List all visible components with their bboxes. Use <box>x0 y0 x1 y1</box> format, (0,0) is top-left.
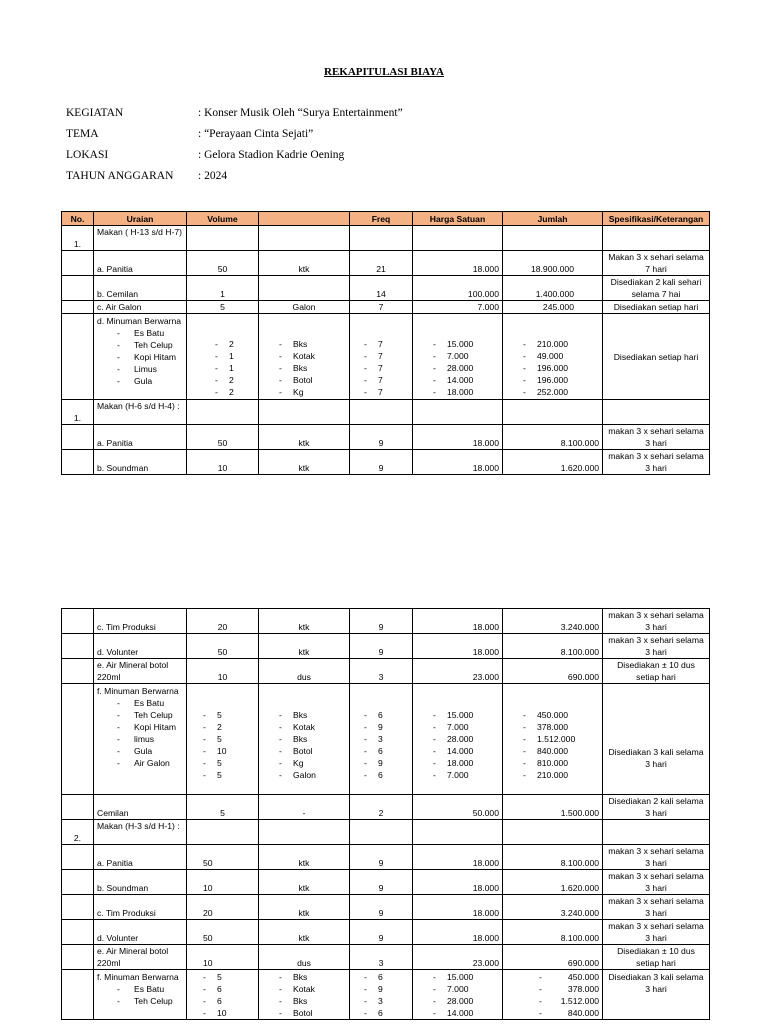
cell-keterangan: makan 3 x sehari selama 3 hari <box>603 425 710 450</box>
cell-unit: ktk <box>259 450 350 475</box>
table-row <box>62 845 710 870</box>
table-row <box>62 945 710 970</box>
cell-unit: - <box>259 795 350 820</box>
item-freq: 6 <box>378 972 383 982</box>
cell-unit: ktk <box>259 425 350 450</box>
item-unit: Kotak <box>293 351 315 361</box>
item-label: Gula <box>134 376 153 386</box>
table-row <box>62 870 710 895</box>
cell-freq: 3 <box>350 659 413 684</box>
info-value: : Konser Musik Oleh “Surya Entertainment” <box>198 107 403 119</box>
table-row <box>62 895 710 920</box>
list-item: - Limus <box>117 364 157 374</box>
cell-jumlah-list: - 210.000 - 49.000 - 196.000 - 196.000 - 252.000 <box>503 314 603 400</box>
item-harga: 15.000 <box>447 972 474 982</box>
cell-keterangan: makan 3 x sehari selama 3 hari <box>603 870 710 895</box>
cell-harga: 18.000 <box>413 425 503 450</box>
minuman-title: f. Minuman Berwarna <box>97 972 179 982</box>
item-volume: 1 <box>229 351 234 361</box>
item-jumlah: 196.000 <box>537 375 569 385</box>
item-volume: 2 <box>229 387 234 397</box>
cell-harga: 18.000 <box>413 845 503 870</box>
cell-keterangan: makan 3 x sehari selama 3 hari <box>603 895 710 920</box>
section-no: 1. <box>62 400 94 425</box>
cell-jumlah-list: - 450.000 - 378.000 - 1.512.000 - 840.000 <box>503 970 603 1020</box>
cell-harga-list: - 15.000 - 7.000 - 28.000 - 14.000 <box>413 970 503 1020</box>
item-harga: 7.000 <box>447 722 469 732</box>
item-volume: 6 <box>217 984 222 994</box>
cell-keterangan: Disediakan 3 kali selama 3 hari <box>603 684 710 795</box>
cell-unit: ktk <box>259 895 350 920</box>
cell-unit-list: - Bks - Kotak - Bks - Botol - Kg - Galon <box>259 684 350 795</box>
cell-uraian: a. Panitia <box>94 845 187 870</box>
cell-freq: 2 <box>350 795 413 820</box>
table-row <box>62 301 710 314</box>
item-label: Kopi Hitam <box>134 722 177 732</box>
list-item: - Kopi Hitam <box>117 352 177 362</box>
cell-unit: dus <box>259 945 350 970</box>
section-row <box>62 820 710 845</box>
cell-unit-list: - Bks - Kotak - Bks - Botol - Kg <box>259 314 350 400</box>
cell-volume: 5 <box>187 301 259 314</box>
cell-volume: 50 <box>187 251 259 276</box>
cell-uraian <box>94 314 187 400</box>
cell-volume: 1 <box>187 276 259 301</box>
info-tahun-anggaran <box>66 170 227 182</box>
item-freq: 6 <box>378 1008 383 1018</box>
cell-volume: 50 <box>187 845 259 870</box>
section-no: 2. <box>62 820 94 845</box>
table-header-row <box>62 212 710 226</box>
cost-table-page-bottom <box>61 608 710 1020</box>
item-label: Teh Celup <box>134 996 173 1006</box>
cell-uraian: d. Volunter <box>94 920 187 945</box>
item-unit: Kotak <box>293 722 315 732</box>
cell-harga: 18.000 <box>413 920 503 945</box>
item-label: Es Batu <box>134 328 165 338</box>
item-jumlah: 378.000 <box>567 984 599 994</box>
cell-freq: 21 <box>350 251 413 276</box>
cell-uraian: e. Air Mineral botol 220ml <box>94 945 187 970</box>
cell-jumlah: 8.100.000 <box>503 920 603 945</box>
cell-keterangan: Disediakan setiap hari <box>603 301 710 314</box>
item-volume: 5 <box>217 758 222 768</box>
item-unit: Bks <box>293 339 308 349</box>
item-jumlah: 840.000 <box>567 1008 599 1018</box>
cell-freq: 9 <box>350 920 413 945</box>
cell-volume: 50 <box>187 425 259 450</box>
cell-keterangan: Disediakan 2 kali selama 3 hari <box>603 795 710 820</box>
item-freq: 3 <box>378 996 383 1006</box>
cell-freq: 3 <box>350 945 413 970</box>
cell-harga: 23.000 <box>413 945 503 970</box>
cell-freq: 9 <box>350 870 413 895</box>
cell-unit: ktk <box>259 251 350 276</box>
cell-harga: 100.000 <box>413 276 503 301</box>
info-label: LOKASI <box>66 149 109 161</box>
item-harga: 14.000 <box>447 746 474 756</box>
list-item: - Es Batu <box>117 328 165 338</box>
item-volume: 2 <box>229 339 234 349</box>
info-label: KEGIATAN <box>66 107 124 119</box>
cell-uraian <box>94 970 187 1020</box>
cell-uraian <box>94 684 187 795</box>
table-row <box>62 795 710 820</box>
cell-volume-list: - 5 - 2 - 5 - 10 - 5 - 5 <box>187 684 259 795</box>
header-keterangan: Spesifikasi/Keterangan <box>603 212 710 226</box>
cell-volume: 10 <box>187 945 259 970</box>
cell-unit <box>259 276 350 301</box>
item-freq: 7 <box>378 387 383 397</box>
document-title: REKAPITULASI BIAYA <box>324 66 444 78</box>
item-label: Es Batu <box>134 984 165 994</box>
item-freq: 9 <box>378 722 383 732</box>
cell-keterangan: Disediakan 3 kali selama 3 hari <box>603 970 710 1020</box>
cell-uraian: d. Volunter <box>94 634 187 659</box>
cell-harga-list: - 15.000 - 7.000 - 28.000 - 14.000 - 18.000 - 7.000 <box>413 684 503 795</box>
item-harga: 28.000 <box>447 734 474 744</box>
cell-uraian: b. Cemilan <box>94 276 187 301</box>
header-no: No. <box>62 212 94 226</box>
item-freq: 3 <box>378 734 383 744</box>
item-harga: 18.000 <box>447 387 474 397</box>
item-volume: 5 <box>217 710 222 720</box>
item-unit: Bks <box>293 996 308 1006</box>
section-title: Makan (H-3 s/d H-1) : <box>94 820 187 845</box>
cell-volume: 50 <box>187 920 259 945</box>
info-kegiatan <box>66 107 403 119</box>
cell-jumlah: 690.000 <box>503 659 603 684</box>
cell-keterangan: Disediakan setiap hari <box>603 314 710 400</box>
item-label: limus <box>134 734 155 744</box>
minuman-row <box>62 684 710 795</box>
item-volume: 2 <box>217 722 222 732</box>
cell-freq: 14 <box>350 276 413 301</box>
item-freq: 9 <box>378 984 383 994</box>
table-row <box>62 450 710 475</box>
list-item: - Es Batu <box>117 698 165 708</box>
item-volume: 10 <box>217 1008 227 1018</box>
cell-volume: 20 <box>187 895 259 920</box>
cell-volume: 10 <box>187 659 259 684</box>
cell-uraian: Cemilan <box>94 795 187 820</box>
cell-harga: 18.000 <box>413 450 503 475</box>
list-item: - Es Batu <box>117 984 165 994</box>
item-jumlah: 378.000 <box>537 722 569 732</box>
item-label: Es Batu <box>134 698 165 708</box>
item-volume: 5 <box>217 734 222 744</box>
cell-jumlah: 1.620.000 <box>503 870 603 895</box>
cell-keterangan: makan 3 x sehari selama 3 hari <box>603 450 710 475</box>
item-volume: 10 <box>217 746 227 756</box>
table-row <box>62 609 710 634</box>
table-row <box>62 276 710 301</box>
cell-harga: 23.000 <box>413 659 503 684</box>
item-harga: 28.000 <box>447 996 474 1006</box>
list-item: - Gula <box>117 376 153 386</box>
minuman-row <box>62 970 710 1020</box>
item-unit: Bks <box>293 734 308 744</box>
cell-uraian: a. Panitia <box>94 425 187 450</box>
cell-volume: 20 <box>187 609 259 634</box>
item-freq: 9 <box>378 758 383 768</box>
cell-unit-list: - Bks - Kotak - Bks - Botol <box>259 970 350 1020</box>
cell-jumlah: 3.240.000 <box>503 609 603 634</box>
cell-uraian: e. Air Mineral botol 220ml <box>94 659 187 684</box>
item-jumlah: 1.512.000 <box>560 996 599 1006</box>
table-row <box>62 920 710 945</box>
list-item: - limus <box>117 734 155 744</box>
list-item: - Teh Celup <box>117 340 173 350</box>
cell-unit: ktk <box>259 845 350 870</box>
cell-unit: ktk <box>259 634 350 659</box>
item-unit: Botol <box>293 746 313 756</box>
item-unit: Bks <box>293 972 308 982</box>
item-label: Teh Celup <box>134 340 173 350</box>
cell-unit: ktk <box>259 870 350 895</box>
item-jumlah: 210.000 <box>537 770 569 780</box>
cell-keterangan: makan 3 x sehari selama 3 hari <box>603 634 710 659</box>
cell-keterangan: makan 3 x sehari selama 3 hari <box>603 845 710 870</box>
table-row <box>62 659 710 684</box>
cell-freq: 7 <box>350 301 413 314</box>
cell-jumlah: 3.240.000 <box>503 895 603 920</box>
cell-freq: 9 <box>350 845 413 870</box>
item-unit: Botol <box>293 1008 313 1018</box>
item-jumlah: 840.000 <box>537 746 569 756</box>
cell-volume: 50 <box>187 634 259 659</box>
cell-jumlah: 690.000 <box>503 945 603 970</box>
list-item: - Kopi Hitam <box>117 722 177 732</box>
cell-uraian: a. Panitia <box>94 251 187 276</box>
item-jumlah: 252.000 <box>537 387 569 397</box>
cell-jumlah: 18.900.000 <box>503 251 603 276</box>
item-label: Gula <box>134 746 153 756</box>
header-jumlah: Jumlah <box>503 212 603 226</box>
item-volume: 2 <box>229 375 234 385</box>
section-title: Makan (H-6 s/d H-4) : <box>94 400 187 425</box>
cell-keterangan: Disediakan 2 kali sehari selama 7 hai <box>603 276 710 301</box>
item-freq: 7 <box>378 339 383 349</box>
cell-harga: 18.000 <box>413 609 503 634</box>
item-jumlah: 450.000 <box>567 972 599 982</box>
item-unit: Galon <box>293 770 316 780</box>
minuman-title: f. Minuman Berwarna <box>97 686 179 696</box>
cell-volume: 10 <box>187 870 259 895</box>
item-label: Limus <box>134 364 157 374</box>
item-label: Kopi Hitam <box>134 352 177 362</box>
cell-volume-list: - 2 - 1 - 1 - 2 - 2 <box>187 314 259 400</box>
cell-freq: 9 <box>350 895 413 920</box>
item-volume: 5 <box>217 770 222 780</box>
minuman-row <box>62 314 710 400</box>
item-freq: 7 <box>378 375 383 385</box>
cell-harga: 7.000 <box>413 301 503 314</box>
cell-uraian: c. Air Galon <box>94 301 187 314</box>
cell-jumlah: 1.500.000 <box>503 795 603 820</box>
cell-harga-list: - 15.000 - 7.000 - 28.000 - 14.000 - 18.000 <box>413 314 503 400</box>
table-row <box>62 251 710 276</box>
item-harga: 15.000 <box>447 339 474 349</box>
cell-jumlah: 1.620.000 <box>503 450 603 475</box>
item-freq: 6 <box>378 710 383 720</box>
info-label: TAHUN ANGGARAN <box>66 170 174 182</box>
item-harga: 18.000 <box>447 758 474 768</box>
item-volume: 1 <box>229 363 234 373</box>
minuman-title: d. Minuman Berwarna <box>97 316 182 326</box>
cell-volume-list: - 5 - 6 - 6 - 10 <box>187 970 259 1020</box>
cell-freq: 9 <box>350 609 413 634</box>
item-unit: Bks <box>293 710 308 720</box>
cell-harga: 18.000 <box>413 895 503 920</box>
item-label: Air Galon <box>134 758 170 768</box>
item-harga: 14.000 <box>447 1008 474 1018</box>
item-jumlah: 810.000 <box>537 758 569 768</box>
item-jumlah: 210.000 <box>537 339 569 349</box>
cell-freq-list: - 7 - 7 - 7 - 7 - 7 <box>350 314 413 400</box>
item-volume: 6 <box>217 996 222 1006</box>
list-item: - Air Galon <box>117 758 170 768</box>
item-harga: 28.000 <box>447 363 474 373</box>
cell-keterangan: Disediakan ± 10 dus setiap hari <box>603 945 710 970</box>
info-value: : “Perayaan Cinta Sejati” <box>198 128 314 140</box>
list-item: - Teh Celup <box>117 710 173 720</box>
cell-jumlah: 8.100.000 <box>503 845 603 870</box>
section-title: Makan ( H-13 s/d H-7) <box>94 226 187 251</box>
info-tema <box>66 128 313 140</box>
cell-uraian: c. Tim Produksi <box>94 609 187 634</box>
cell-keterangan: makan 3 x sehari selama 3 hari <box>603 920 710 945</box>
cell-harga: 18.000 <box>413 251 503 276</box>
item-label: Teh Celup <box>134 710 173 720</box>
item-freq: 6 <box>378 746 383 756</box>
cell-keterangan: Makan 3 x sehari selama 7 hari <box>603 251 710 276</box>
item-freq: 7 <box>378 363 383 373</box>
cell-harga: 50.000 <box>413 795 503 820</box>
cost-table-page-top <box>61 211 710 475</box>
cell-jumlah-list: - 450.000 - 378.000 - 1.512.000 - 840.000 - 810.000 - 210.000 <box>503 684 603 795</box>
header-harga-satuan: Harga Satuan <box>413 212 503 226</box>
cell-keterangan: Disediakan ± 10 dus setiap hari <box>603 659 710 684</box>
item-unit: Bks <box>293 363 308 373</box>
header-freq: Freq <box>350 212 413 226</box>
item-freq: 7 <box>378 351 383 361</box>
section-row <box>62 400 710 425</box>
cell-freq-list: - 6 - 9 - 3 - 6 <box>350 970 413 1020</box>
item-unit: Kotak <box>293 984 315 994</box>
item-unit: Kg <box>293 387 304 397</box>
section-no: 1. <box>62 226 94 251</box>
cell-freq: 9 <box>350 634 413 659</box>
cell-volume: 5 <box>187 795 259 820</box>
info-value: : 2024 <box>198 170 228 182</box>
cell-jumlah: 245.000 <box>503 301 603 314</box>
item-harga: 14.000 <box>447 375 474 385</box>
cell-volume: 10 <box>187 450 259 475</box>
table-row <box>62 425 710 450</box>
item-freq: 6 <box>378 770 383 780</box>
cell-freq-list: - 6 - 9 - 3 - 6 - 9 - 6 <box>350 684 413 795</box>
cell-keterangan: makan 3 x sehari selama 3 hari <box>603 609 710 634</box>
cell-unit: Galon <box>259 301 350 314</box>
item-unit: Kg <box>293 758 304 768</box>
header-unit <box>259 212 350 226</box>
item-harga: 7.000 <box>447 984 469 994</box>
item-jumlah: 49.000 <box>537 351 564 361</box>
cell-jumlah: 1.400.000 <box>503 276 603 301</box>
item-jumlah: 450.000 <box>537 710 569 720</box>
cell-jumlah: 8.100.000 <box>503 425 603 450</box>
cell-uraian: c. Tim Produksi <box>94 895 187 920</box>
info-lokasi <box>66 149 344 161</box>
cell-freq: 9 <box>350 450 413 475</box>
cell-freq: 9 <box>350 425 413 450</box>
cell-harga: 18.000 <box>413 870 503 895</box>
list-item: - Gula <box>117 746 153 756</box>
cell-unit: dus <box>259 659 350 684</box>
list-item: - Teh Celup <box>117 996 173 1006</box>
item-harga: 7.000 <box>447 770 469 780</box>
cell-uraian: b. Soundman <box>94 450 187 475</box>
header-volume: Volume <box>187 212 259 226</box>
item-volume: 5 <box>217 972 222 982</box>
cell-unit: ktk <box>259 920 350 945</box>
item-harga: 7.000 <box>447 351 469 361</box>
cell-uraian: b. Soundman <box>94 870 187 895</box>
table-row <box>62 634 710 659</box>
cell-harga: 18.000 <box>413 634 503 659</box>
cell-jumlah: 8.100.000 <box>503 634 603 659</box>
item-jumlah: 1.512.000 <box>537 734 576 744</box>
cell-unit: ktk <box>259 609 350 634</box>
header-uraian: Uraian <box>94 212 187 226</box>
item-jumlah: 196.000 <box>537 363 569 373</box>
section-row <box>62 226 710 251</box>
info-label: TEMA <box>66 128 99 140</box>
item-harga: 15.000 <box>447 710 474 720</box>
info-value: : Gelora Stadion Kadrie Oening <box>198 149 345 161</box>
item-unit: Botol <box>293 375 313 385</box>
